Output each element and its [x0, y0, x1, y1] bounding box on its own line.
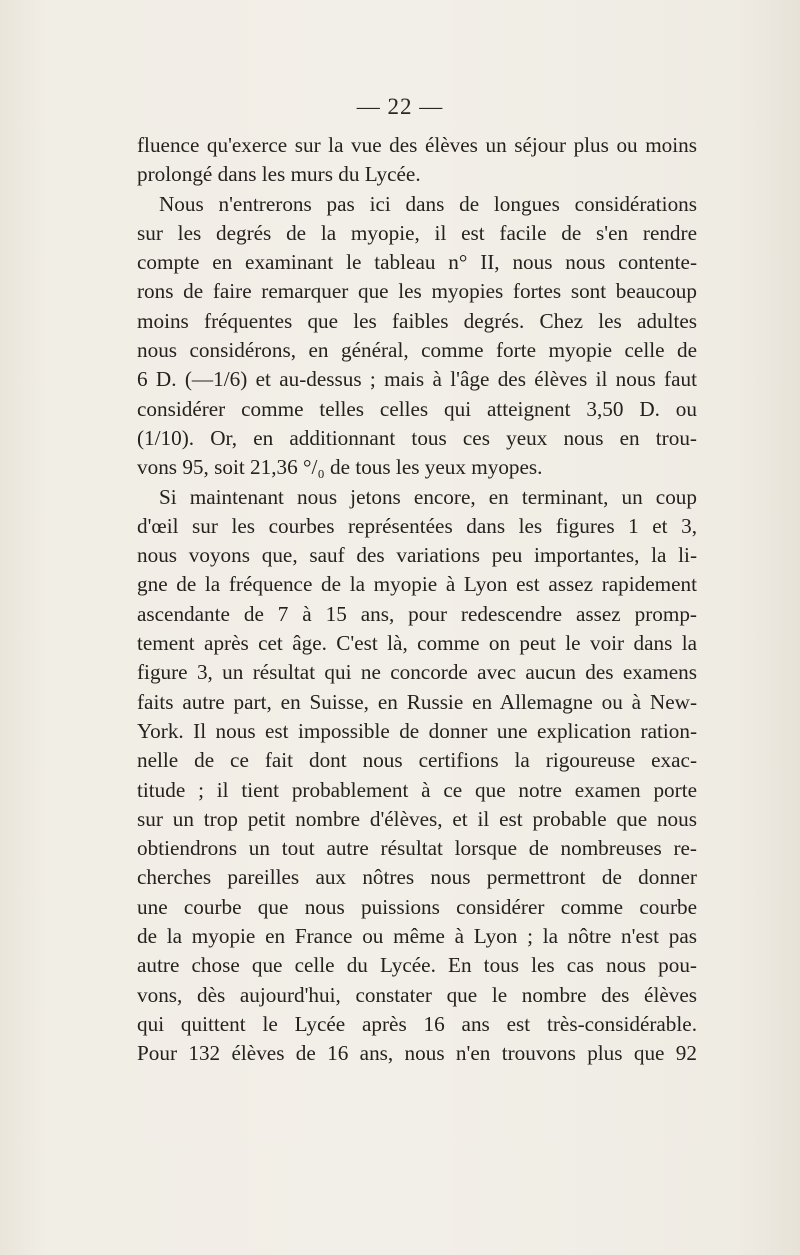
text-line: tement après cet âge. C'est là, comme on peut le voir dans la — [137, 631, 697, 656]
text-line: faits autre part, en Suisse, en Russie en Allemagne ou à New- — [137, 689, 697, 714]
text-line: Nous n'entrerons pas ici dans de longues considérations — [159, 191, 697, 216]
body-text — [137, 131, 697, 1069]
text-line: York. Il nous est impossible de donner une explication ration- — [137, 718, 697, 743]
text-line: gne de la fréquence de la myopie à Lyon est assez rapidement — [137, 572, 697, 597]
text-line: fluence qu'exerce sur la vue des élèves un séjour plus ou moins — [137, 133, 697, 157]
text-line: figure 3, un résultat qui ne concorde avec aucun des examens — [137, 660, 697, 685]
text-line: sur un trop petit nombre d'élèves, et il est probable que nous — [137, 806, 697, 831]
text-line: Pour 132 élèves de 16 ans, nous n'en trouvons plus que 92 — [137, 1041, 697, 1066]
text-line: une courbe que nous puissions considérer comme courbe — [137, 894, 697, 919]
text-line: qui quittent le Lycée après 16 ans est très-considérable. — [137, 1011, 697, 1036]
text-line: compte en examinant le tableau n° II, nous nous contente- — [137, 250, 697, 275]
text-line: autre chose que celle du Lycée. En tous les cas nous pou- — [137, 953, 697, 978]
text-line: nous considérons, en général, comme forte myopie celle de — [137, 338, 697, 363]
text-line: titude ; il tient probablement à ce que notre examen porte — [137, 777, 697, 802]
text-line: considérer comme telles celles qui atteignent 3,50 D. ou — [137, 396, 697, 421]
text-line: vons, dès aujourd'hui, constater que le nombre des élèves — [137, 982, 697, 1007]
text-line: Si maintenant nous jetons encore, en terminant, un coup — [159, 484, 697, 509]
text-line: 6 D. (—1/6) et au-dessus ; mais à l'âge des élèves il nous faut — [137, 367, 697, 392]
text-line: obtiendrons un tout autre résultat lorsque de nombreuses re- — [137, 836, 697, 861]
text-line: prolongé dans les murs du Lycée. — [137, 162, 421, 187]
text-line: vons 95, soit 21,36 °/₀ de tous les yeux myopes. — [137, 455, 543, 480]
text-line: ascendante de 7 à 15 ans, pour redescendre assez promp- — [137, 601, 697, 626]
text-line: d'œil sur les courbes représentées dans les figures 1 et 3, — [137, 513, 697, 538]
text-line: nelle de ce fait dont nous certifions la rigoureuse exac- — [137, 748, 697, 773]
page-number: — 22 — — [356, 94, 444, 119]
text-line: de la myopie en France ou même à Lyon ; la nôtre n'est pas — [137, 924, 697, 949]
text-line: moins fréquentes que les faibles degrés. Chez les adultes — [137, 308, 697, 333]
text-line: (1/10). Or, en additionnant tous ces yeux nous en trou- — [137, 425, 697, 450]
text-line: rons de faire remarquer que les myopies fortes sont beaucoup — [137, 279, 697, 304]
text-line: cherches pareilles aux nôtres nous permettront de donner — [137, 865, 697, 890]
text-line: nous voyons que, sauf des variations peu importantes, la li- — [137, 543, 697, 568]
text-line: sur les degrés de la myopie, il est facile de s'en rendre — [137, 220, 697, 245]
